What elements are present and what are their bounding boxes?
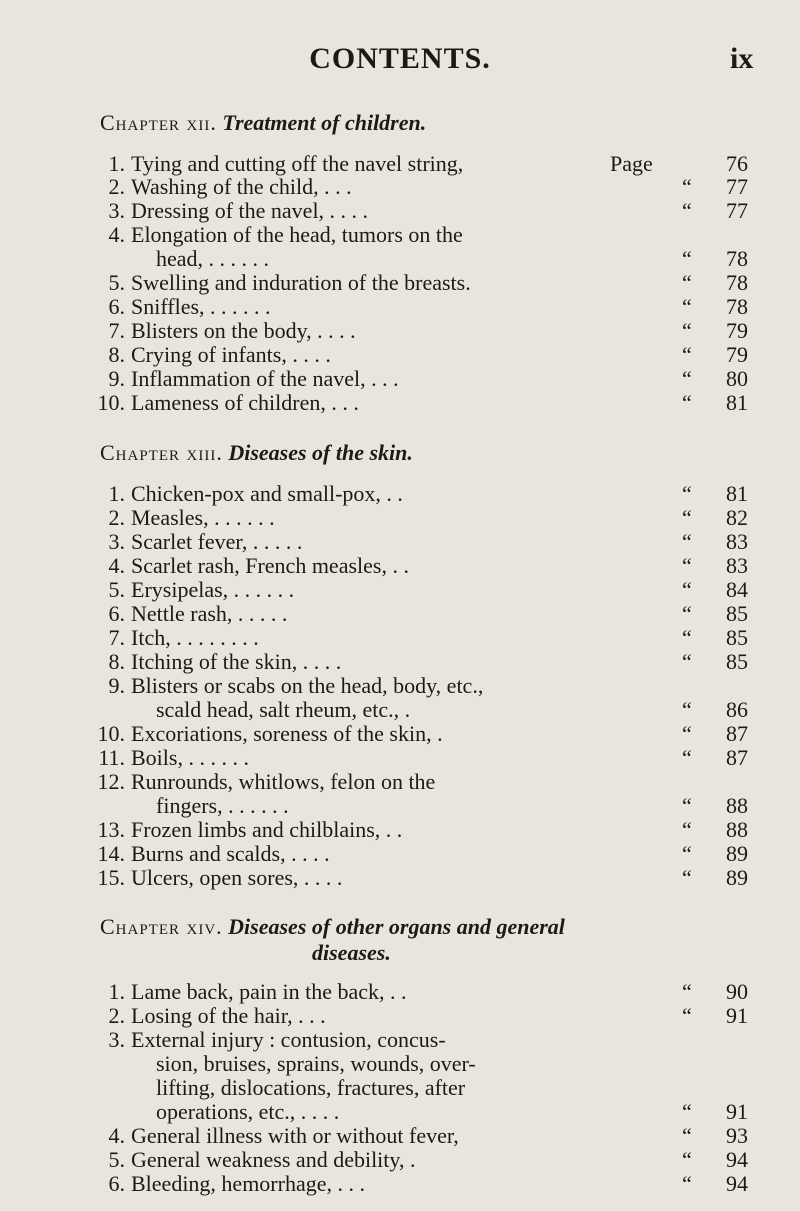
entry-number: 8.: [108, 649, 125, 674]
entry-text: General weakness and debility, .: [131, 1147, 416, 1172]
ditto-mark: “: [682, 318, 692, 343]
entry-text: Swelling and induration of the breasts.: [131, 270, 471, 295]
ditto-mark: “: [682, 979, 692, 1004]
entry-text: Nettle rash, . . . . .: [131, 601, 288, 626]
entry-page: 78: [726, 294, 748, 319]
ditto-mark: “: [682, 481, 692, 506]
entry-page: 85: [726, 601, 748, 626]
entry-text: Erysipelas, . . . . . .: [131, 577, 295, 602]
entry-page: 88: [726, 817, 748, 842]
entry-page: 89: [726, 865, 748, 890]
ditto-mark: “: [682, 174, 692, 199]
entry-page: 91: [726, 1003, 748, 1028]
entry-number: 15.: [97, 865, 125, 890]
chapter-subject: Treatment of children.: [222, 110, 427, 135]
entry-page: 94: [726, 1171, 748, 1196]
entry-number: 11.: [98, 745, 125, 770]
entry-page: 78: [726, 246, 748, 271]
entry-text: Itching of the skin, . . . .: [131, 649, 342, 674]
entry-number: 2.: [108, 505, 125, 530]
entry-text: Washing of the child, . . .: [131, 174, 352, 199]
chapter-subject: Diseases of the skin.: [228, 440, 413, 465]
ditto-mark: “: [682, 697, 692, 722]
ditto-mark: “: [682, 366, 692, 391]
entry-number: 10.: [97, 390, 125, 415]
entry-text: Blisters on the body, . . . .: [131, 318, 356, 343]
entry-text-cont: fingers, . . . . . .: [156, 793, 289, 818]
ditto-mark: “: [682, 294, 692, 319]
page-title: CONTENTS.: [309, 42, 491, 75]
entry-text: Runrounds, whitlows, felon on the: [131, 769, 436, 794]
chapter-label: Chapter xiv.: [100, 914, 223, 939]
chapter-label: Chapter xii.: [100, 110, 217, 135]
ditto-mark: “: [682, 505, 692, 530]
entry-page: 94: [726, 1147, 748, 1172]
running-header: [0, 42, 800, 82]
entry-number: 6.: [108, 1171, 125, 1196]
ditto-mark: “: [682, 1123, 692, 1148]
entry-number: 1.: [108, 481, 125, 506]
entry-number: 1.: [108, 151, 125, 176]
page-number: ix: [730, 42, 754, 75]
entry-number: 3.: [108, 198, 125, 223]
entry-number: 5.: [108, 1147, 125, 1172]
entry-text: Scarlet fever, . . . . .: [131, 529, 303, 554]
entry-text: Boils, . . . . . .: [131, 745, 249, 770]
entry-text: External injury : contusion, concus-: [131, 1027, 446, 1052]
chapter-heading: [100, 440, 413, 466]
ditto-mark: “: [682, 577, 692, 602]
entry-number: 3.: [108, 529, 125, 554]
ditto-mark: “: [682, 865, 692, 890]
chapter-heading: [100, 110, 426, 136]
entry-number: 14.: [97, 841, 125, 866]
entry-text: Losing of the hair, . . .: [131, 1003, 326, 1028]
entry-text: Crying of infants, . . . .: [131, 342, 331, 367]
entry-page: 76: [726, 151, 748, 176]
ditto-mark: “: [682, 601, 692, 626]
entry-text: Sniffles, . . . . . .: [131, 294, 271, 319]
entry-page: 79: [726, 342, 748, 367]
entry-text: Itch, . . . . . . . .: [131, 625, 259, 650]
entry-number: 4.: [108, 1123, 125, 1148]
entry-text: Lameness of children, . . .: [131, 390, 359, 415]
chapter-subject: Diseases of other organs and general: [228, 914, 565, 939]
ditto-mark: “: [682, 745, 692, 770]
entry-number: 4.: [108, 222, 125, 247]
entry-text: Measles, . . . . . .: [131, 505, 275, 530]
entry-page: 90: [726, 979, 748, 1004]
ditto-mark: “: [682, 198, 692, 223]
entry-text-cont: sion, bruises, sprains, wounds, over-: [156, 1051, 476, 1076]
entry-text-cont: operations, etc., . . . .: [156, 1099, 340, 1124]
entry-text: General illness with or without fever,: [131, 1123, 459, 1148]
entry-page: 83: [726, 553, 748, 578]
entry-number: 9.: [108, 366, 125, 391]
entry-page: 89: [726, 841, 748, 866]
ditto-mark: “: [682, 1147, 692, 1172]
ditto-mark: “: [682, 553, 692, 578]
entry-number: 5.: [108, 270, 125, 295]
entry-number: 5.: [108, 577, 125, 602]
entry-page: 91: [726, 1099, 748, 1124]
entry-text: Dressing of the navel, . . . .: [131, 198, 369, 223]
entry-number: 7.: [108, 625, 125, 650]
entry-page: 93: [726, 1123, 748, 1148]
entry-page: 82: [726, 505, 748, 530]
entry-page: 86: [726, 697, 748, 722]
ditto-mark: “: [682, 793, 692, 818]
entry-text: Blisters or scabs on the head, body, etc.,: [131, 673, 484, 698]
entry-page: 83: [726, 529, 748, 554]
entry-number: 10.: [97, 721, 125, 746]
entry-page: 87: [726, 745, 748, 770]
entry-page: 81: [726, 390, 748, 415]
ditto-mark: “: [682, 649, 692, 674]
ditto-mark: “: [682, 625, 692, 650]
ditto-mark: “: [682, 1003, 692, 1028]
entry-page: 85: [726, 649, 748, 674]
chapter-label: Chapter xiii.: [100, 440, 223, 465]
entry-text: Scarlet rash, French measles, . .: [131, 553, 409, 578]
entry-number: 1.: [108, 979, 125, 1004]
entry-number: 7.: [108, 318, 125, 343]
entry-page: 84: [726, 577, 748, 602]
entry-text: Inflammation of the navel, . . .: [131, 366, 399, 391]
entry-text-cont: scald head, salt rheum, etc., .: [156, 697, 411, 722]
ditto-mark: “: [682, 1099, 692, 1124]
chapter-subject-cont: diseases.: [312, 940, 391, 965]
entry-number: 2.: [108, 1003, 125, 1028]
ditto-mark: “: [682, 841, 692, 866]
entry-text: Tying and cutting off the navel string,: [131, 151, 464, 176]
ditto-mark: “: [682, 1171, 692, 1196]
entry-number: 12.: [97, 769, 125, 794]
entry-text: Lame back, pain in the back, . .: [131, 979, 407, 1004]
ditto-mark: “: [682, 817, 692, 842]
ditto-mark: “: [682, 721, 692, 746]
entry-text-cont: head, . . . . . .: [156, 246, 270, 271]
entry-number: 6.: [108, 294, 125, 319]
entry-number: 2.: [108, 174, 125, 199]
entry-page: 77: [726, 198, 748, 223]
entry-text: Burns and scalds, . . . .: [131, 841, 330, 866]
ditto-mark: “: [682, 529, 692, 554]
entry-page: 78: [726, 270, 748, 295]
entry-number: 4.: [108, 553, 125, 578]
entry-number: 9.: [108, 673, 125, 698]
entry-text: Bleeding, hemorrhage, . . .: [131, 1171, 365, 1196]
entry-page: 79: [726, 318, 748, 343]
entry-number: 3.: [108, 1027, 125, 1052]
chapter-heading: [100, 914, 565, 966]
entry-page: 81: [726, 481, 748, 506]
entry-page: 88: [726, 793, 748, 818]
ditto-mark: “: [682, 246, 692, 271]
entry-number: 6.: [108, 601, 125, 626]
entry-page: 85: [726, 625, 748, 650]
entry-number: 13.: [97, 817, 125, 842]
entry-text: Frozen limbs and chilblains, . .: [131, 817, 403, 842]
entry-page: 80: [726, 366, 748, 391]
entry-text: Ulcers, open sores, . . . .: [131, 865, 343, 890]
entry-page: 87: [726, 721, 748, 746]
entry-text: Elongation of the head, tumors on the: [131, 222, 463, 247]
entry-text-cont: lifting, dislocations, fractures, after: [156, 1075, 466, 1100]
page-marker: Page: [610, 151, 653, 176]
entry-text: Excoriations, soreness of the skin, .: [131, 721, 443, 746]
entry-number: 8.: [108, 342, 125, 367]
entry-text: Chicken-pox and small-pox, . .: [131, 481, 403, 506]
ditto-mark: “: [682, 270, 692, 295]
entry-page: 77: [726, 174, 748, 199]
ditto-mark: “: [682, 342, 692, 367]
ditto-mark: “: [682, 390, 692, 415]
